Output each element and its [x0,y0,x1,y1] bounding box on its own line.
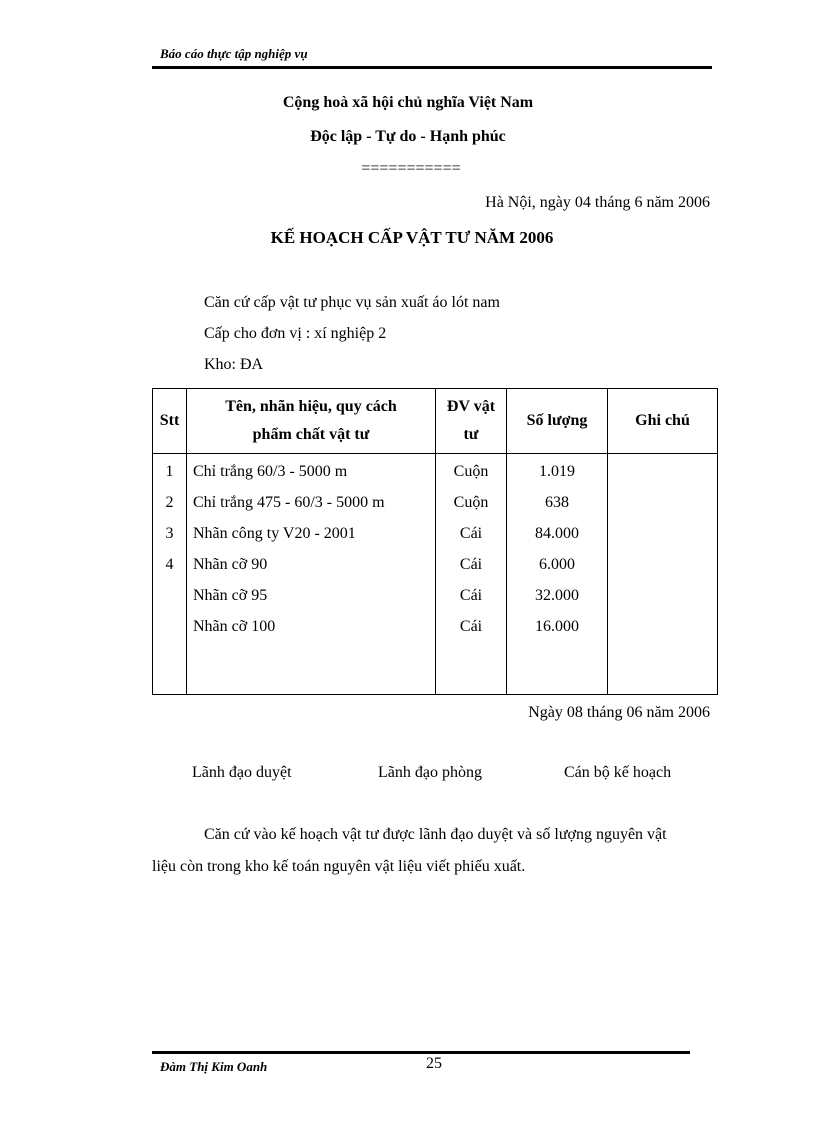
motto-line-2: Độc lập - Tự do - Hạnh phúc [310,128,506,145]
table-row [153,518,718,549]
cell-name: Chỉ trắng 60/3 - 5000 m [187,454,436,488]
cell-empty [153,642,187,695]
intro-basis: Căn cứ cấp vật tư phục vụ sản xuất áo lót nam [204,294,500,311]
cell-note [608,487,718,518]
cell-empty [507,642,608,695]
closing-line-1: Căn cứ vào kế hoạch vật tư được lãnh đạo duyệt và số lượng nguyên vật [204,826,667,843]
cell-note [608,454,718,488]
table-row [153,454,718,488]
header-name-line-2: phẩm chất vật tư [252,426,370,443]
closing-line-2: liệu còn trong kho kế toán nguyên vật liệu viết phiếu xuất. [152,858,526,875]
intro-recipient: Cấp cho đơn vị : xí nghiệp 2 [204,325,387,342]
signature-planner: Cán bộ kế hoạch [564,764,672,781]
header-title: Báo cáo thực tập nghiệp vụ [160,46,308,61]
cell-name: Chỉ trắng 475 - 60/3 - 5000 m [187,487,436,518]
table-header-row [153,389,718,454]
supply-plan-table [152,388,718,695]
header-name-line-1: Tên, nhãn hiệu, quy cách [225,398,397,415]
place-date: Hà Nội, ngày 04 tháng 6 năm 2006 [485,194,710,211]
motto-divider: =========== [361,160,461,177]
cell-name: Nhãn công ty V20 - 2001 [187,518,436,549]
cell-stt: 1 [153,454,187,488]
intro-warehouse: Kho: ĐA [204,356,264,373]
header-qty: Số lượng [507,389,608,454]
cell-empty [608,642,718,695]
footer-rule [152,1051,690,1054]
header-unit-line-1: ĐV vật [446,398,496,415]
sign-date: Ngày 08 tháng 06 năm 2006 [528,704,710,721]
header-stt: Stt [153,389,187,454]
cell-empty [187,642,436,695]
cell-stt [153,580,187,611]
header-rule [152,66,712,69]
document-title: KẾ HOẠCH CẤP VẬT TƯ NĂM 2006 [270,228,554,247]
cell-stt: 2 [153,487,187,518]
cell-unit: Cái [436,611,507,642]
table-row [153,580,718,611]
cell-stt: 4 [153,549,187,580]
cell-stt [153,611,187,642]
header-unit [436,389,507,454]
footer-author: Đàm Thị Kim Oanh [160,1059,268,1074]
cell-qty: 32.000 [507,580,608,611]
header-unit-line-2: tư [463,426,479,443]
cell-unit: Cuộn [436,487,507,518]
cell-qty: 16.000 [507,611,608,642]
cell-note [608,611,718,642]
header-note: Ghi chú [608,389,718,454]
cell-unit: Cái [436,580,507,611]
table-row-blank [153,642,718,695]
cell-note [608,580,718,611]
table-row [153,487,718,518]
cell-note [608,518,718,549]
cell-qty: 84.000 [507,518,608,549]
signature-department: Lãnh đạo phòng [378,764,482,781]
motto-line-1: Cộng hoà xã hội chủ nghĩa Việt Nam [282,94,534,111]
cell-name: Nhãn cỡ 95 [187,580,436,611]
signature-approver: Lãnh đạo duyệt [192,764,292,781]
cell-empty [436,642,507,695]
cell-name: Nhãn cỡ 90 [187,549,436,580]
cell-unit: Cuộn [436,454,507,488]
page-number: 25 [426,1055,442,1072]
cell-stt: 3 [153,518,187,549]
cell-unit: Cái [436,518,507,549]
cell-name: Nhãn cỡ 100 [187,611,436,642]
cell-note [608,549,718,580]
cell-qty: 6.000 [507,549,608,580]
cell-unit: Cái [436,549,507,580]
cell-qty: 638 [507,487,608,518]
header-name [187,389,436,454]
table-row [153,611,718,642]
table-row [153,549,718,580]
cell-qty: 1.019 [507,454,608,488]
